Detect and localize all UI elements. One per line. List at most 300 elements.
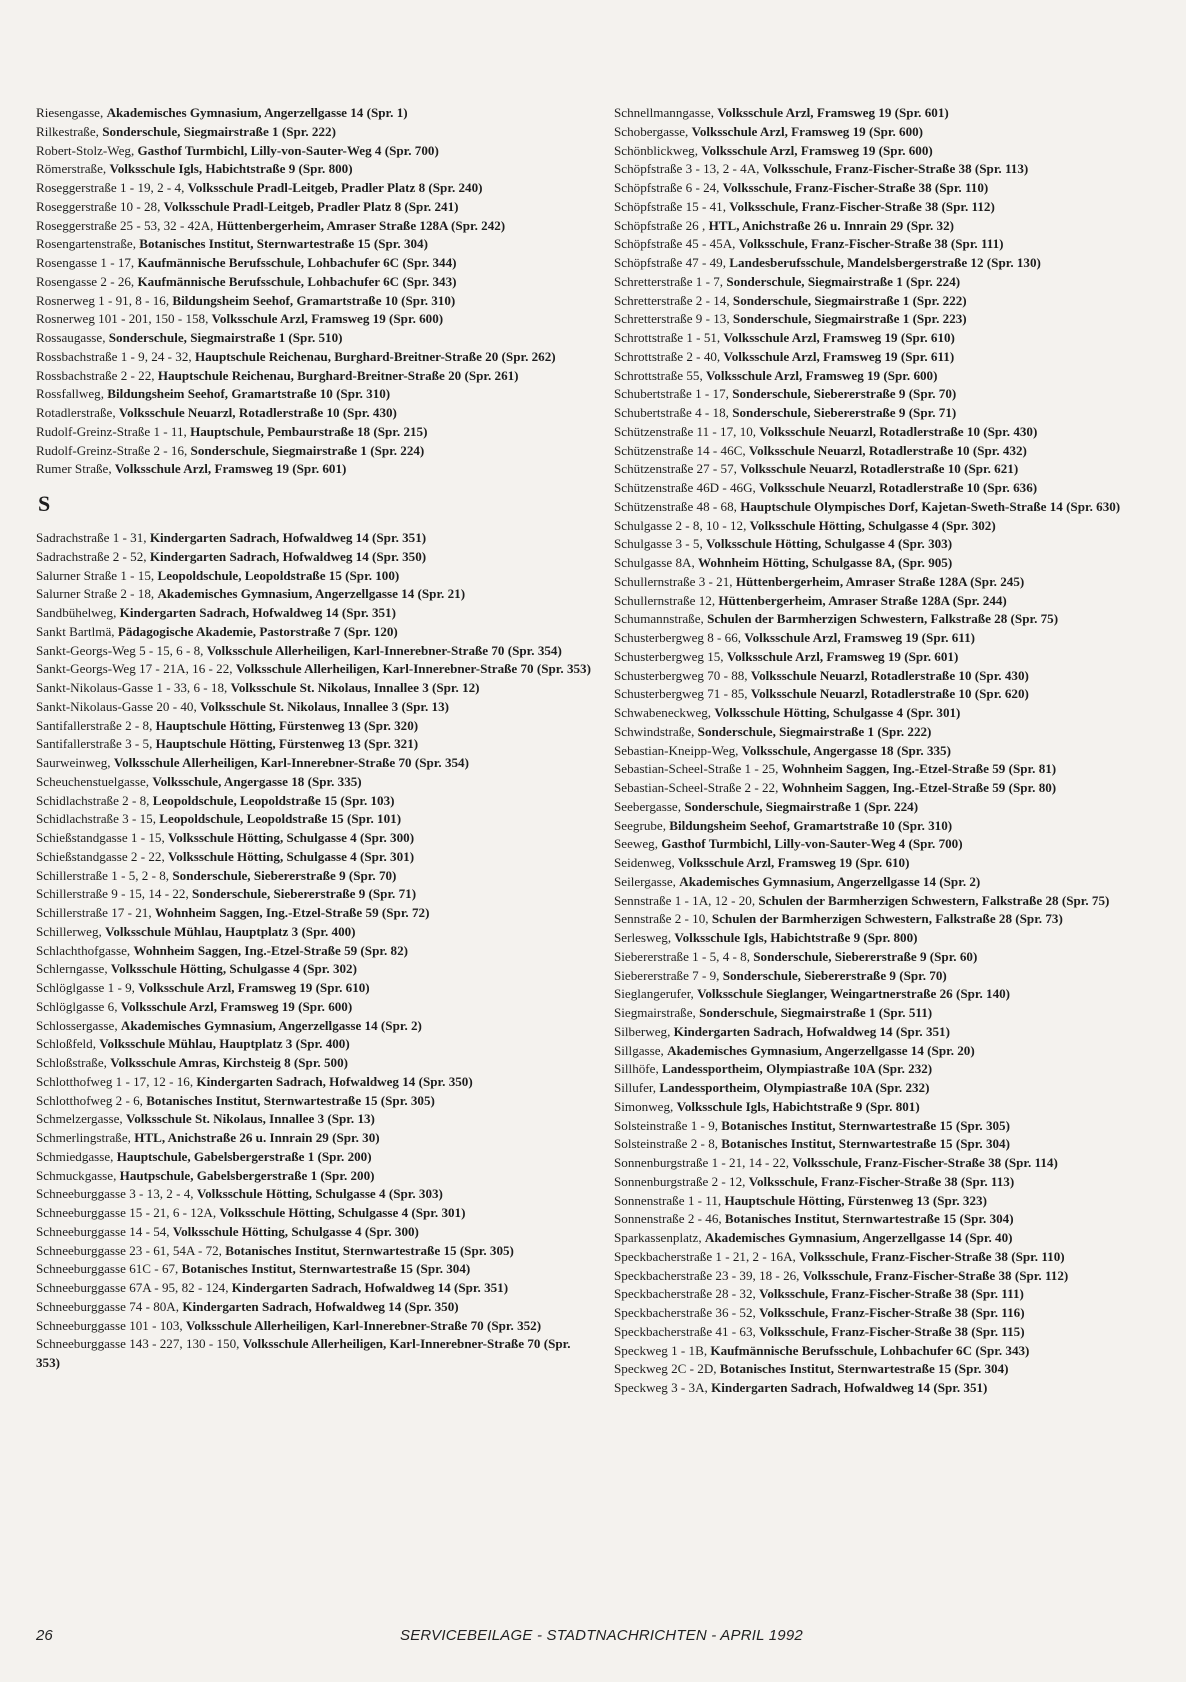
street-name: Rudolf-Greinz-Straße 1 - 11, <box>36 423 187 439</box>
street-name: Rossbachstraße 1 - 9, 24 - 32, <box>36 348 192 364</box>
street-name: Sadrachstraße 2 - 52, <box>36 548 147 564</box>
street-name: Schlossergasse, <box>36 1017 118 1033</box>
directory-entry <box>36 460 592 479</box>
street-name: Speckweg 1 - 1B, <box>614 1342 708 1358</box>
directory-entry <box>36 885 592 904</box>
school-assignment: Volksschule Igls, Habichtstraße 9 (Spr. 800) <box>109 161 353 177</box>
street-name: Scheuchenstuelgasse, <box>36 773 150 789</box>
school-assignment: Hüttenbergerheim, Amraser Straße 128A (Spr. 242) <box>216 217 506 233</box>
street-name: Rosnerweg 1 - 91, 8 - 16, <box>36 292 170 308</box>
street-name: Schießstandgasse 1 - 15, <box>36 830 165 845</box>
school-assignment: Sonderschule, Siebererstraße 9 (Spr. 71) <box>732 405 957 420</box>
directory-entry <box>614 423 1162 442</box>
school-assignment: Volksschule Neuarzl, Rotadlerstraße 10 (Spr. 430) <box>750 667 1029 683</box>
school-assignment: Volksschule Hötting, Schulgasse 4 (Spr. 301) <box>714 705 961 720</box>
school-assignment: Volksschule, Franz-Fischer-Straße 38 (Spr. 112) <box>729 198 995 214</box>
school-assignment: Volksschule, Angergasse 18 (Spr. 335) <box>152 773 362 789</box>
street-name: Simonweg, <box>614 1098 674 1114</box>
directory-entry <box>614 817 1162 836</box>
school-assignment: Kindergarten Sadrach, Hofwaldweg 14 (Spr. 351) <box>231 1280 509 1295</box>
school-assignment: Sonderschule, Siegmairstraße 1 (Spr. 224) <box>190 442 425 458</box>
directory-entry <box>36 1279 592 1298</box>
directory-entry <box>36 848 592 867</box>
directory-entry <box>36 442 592 461</box>
school-assignment: Volksschule Arzl, Framsweg 19 (Spr. 600) <box>691 123 924 139</box>
street-name: Rumer Straße, <box>36 461 112 477</box>
street-name: Schloßfeld, <box>36 1036 97 1052</box>
directory-entry <box>36 942 592 961</box>
directory-entry <box>36 679 592 698</box>
school-assignment: Gasthof Turmbichl, Lilly-von-Sauter-Weg 4 (Spr. 700) <box>661 836 963 852</box>
street-name: Sonnenburgstraße 2 - 12, <box>614 1173 746 1189</box>
street-name: Schneeburggasse 14 - 54, <box>36 1223 170 1239</box>
street-name: Schmiedgasse, <box>36 1148 114 1164</box>
directory-entry <box>36 567 592 586</box>
street-name: Sankt-Georgs-Weg 5 - 15, 6 - 8, <box>36 642 204 658</box>
school-assignment: Volksschule Arzl, Framsweg 19 (Spr. 601) <box>114 461 347 477</box>
directory-entry <box>36 1110 592 1129</box>
street-name: Solsteinstraße 2 - 8, <box>614 1136 719 1152</box>
right-column <box>614 104 1162 1398</box>
school-assignment: Sonderschule, Siegmairstraße 1 (Spr. 223) <box>732 311 967 327</box>
street-name: Schlöglgasse 1 - 9, <box>36 980 135 995</box>
school-assignment: Kindergarten Sadrach, Hofwaldweg 14 (Spr. 350) <box>182 1298 459 1314</box>
directory-entry <box>614 667 1162 686</box>
school-assignment: Wohnheim Saggen, Ing.-Etzel-Straße 59 (Spr. 72) <box>154 905 430 920</box>
school-assignment: Volksschule Hötting, Schulgasse 4 (Spr. 300) <box>168 830 415 845</box>
street-name: Schobergasse, <box>614 123 689 139</box>
school-assignment: HTL, Anichstraße 26 u. Innrain 29 (Spr. 32) <box>708 217 954 233</box>
school-assignment: Leopoldschule, Leopoldstraße 15 (Spr. 103) <box>152 792 395 808</box>
street-name: Siebererstraße 1 - 5, 4 - 8, <box>614 948 750 964</box>
school-assignment: Volksschule Arzl, Framsweg 19 (Spr. 611) <box>723 348 955 364</box>
street-name: Schrottstraße 55, <box>614 367 703 383</box>
school-assignment: Kaufmännische Berufsschule, Lohbachufer 6C (Spr. 344) <box>137 255 457 270</box>
school-assignment: Schulen der Barmherzigen Schwestern, Falkstraße 28 (Spr. 75) <box>758 892 1110 908</box>
street-name: Schumannstraße, <box>614 611 704 627</box>
school-assignment: Volksschule Hötting, Schulgasse 4 (Spr. 301) <box>219 1205 466 1220</box>
street-name: Schlöglgasse 6, <box>36 998 118 1014</box>
school-assignment: Volksschule Hötting, Schulgasse 4 (Spr. 302) <box>110 961 357 977</box>
street-name: Seidenweg, <box>614 855 675 870</box>
school-assignment: Wohnheim Saggen, Ing.-Etzel-Straße 59 (Spr. 80) <box>781 780 1057 795</box>
directory-entry <box>36 1167 592 1186</box>
school-assignment: Schulen der Barmherzigen Schwestern, Falkstraße 28 (Spr. 73) <box>711 911 1063 927</box>
directory-entry <box>614 123 1162 142</box>
school-assignment: Wohnheim Hötting, Schulgasse 8A, (Spr. 905) <box>698 555 953 570</box>
school-assignment: Botanisches Institut, Sternwartestraße 15 (Spr. 304) <box>719 1361 1009 1377</box>
school-assignment: Akademisches Gymnasium, Angerzellgasse 14 (Spr. 20) <box>667 1042 975 1058</box>
school-assignment: Volksschule Neuarzl, Rotadlerstraße 10 (Spr. 620) <box>750 686 1029 702</box>
school-assignment: Volksschule Allerheiligen, Karl-Innerebner-Straße 70 (Spr. 353) <box>235 661 591 677</box>
street-name: Schneeburggasse 74 - 80A, <box>36 1298 180 1314</box>
school-assignment: Kindergarten Sadrach, Hofwaldweg 14 (Spr. 351) <box>149 530 427 545</box>
directory-entry <box>614 1154 1162 1173</box>
street-name: Schützenstraße 48 - 68, <box>614 498 737 514</box>
directory-entry <box>614 1267 1162 1286</box>
directory-entry <box>614 104 1162 123</box>
directory-entry <box>36 123 592 142</box>
school-assignment: Kindergarten Sadrach, Hofwaldweg 14 (Spr. 351) <box>119 605 396 620</box>
directory-entry <box>614 1098 1162 1117</box>
directory-entry <box>614 1135 1162 1154</box>
directory-entry <box>36 1260 592 1279</box>
school-assignment: Sonderschule, Siebererstraße 9 (Spr. 60) <box>753 948 978 964</box>
directory-entry <box>614 1342 1162 1361</box>
directory-entry <box>614 873 1162 892</box>
street-name: Schmerlingstraße, <box>36 1130 131 1145</box>
street-name: Sadrachstraße 1 - 31, <box>36 530 147 545</box>
directory-entry <box>36 1017 592 1036</box>
school-assignment: Volksschule, Franz-Fischer-Straße 38 (Spr. 110) <box>722 180 989 195</box>
directory-entry <box>36 1204 592 1223</box>
street-name: Santifallerstraße 3 - 5, <box>36 736 153 752</box>
school-assignment: Volksschule Arzl, Framsweg 19 (Spr. 601) <box>726 648 959 664</box>
street-name: Speckbacherstraße 41 - 63, <box>614 1323 756 1339</box>
school-assignment: Volksschule Hötting, Schulgasse 4 (Spr. 302) <box>749 517 996 533</box>
directory-entry <box>36 923 592 942</box>
street-name: Schneeburggasse 23 - 61, 54A - 72, <box>36 1242 222 1258</box>
street-name: Speckbacherstraße 36 - 52, <box>614 1305 756 1320</box>
school-assignment: Kaufmännische Berufsschule, Lohbachufer 6C (Spr. 343) <box>137 273 457 289</box>
street-name: Sillhöfe, <box>614 1061 659 1077</box>
street-name: Schlachthofgasse, <box>36 942 131 958</box>
school-assignment: Volksschule, Franz-Fischer-Straße 38 (Spr. 113) <box>748 1173 1015 1189</box>
street-name: Sennstraße 2 - 10, <box>614 911 709 927</box>
directory-entry <box>614 235 1162 254</box>
street-name: Schlotthofweg 1 - 17, 12 - 16, <box>36 1073 194 1089</box>
street-name: Schöpfstraße 6 - 24, <box>614 180 720 195</box>
street-name: Schulgasse 3 - 5, <box>614 536 703 552</box>
street-name: Schneeburggasse 67A - 95, 82 - 124, <box>36 1280 229 1295</box>
directory-entry <box>614 179 1162 198</box>
street-name: Schützenstraße 27 - 57, <box>614 461 737 477</box>
directory-entry <box>36 385 592 404</box>
school-assignment: Pädagogische Akademie, Pastorstraße 7 (Spr. 120) <box>117 623 398 639</box>
school-assignment: Bildungsheim Seehof, Gramartstraße 10 (Spr. 310) <box>172 292 456 308</box>
school-assignment: Hauptschule Reichenau, Burghard-Breitner-Straße 20 (Spr. 261) <box>157 367 519 383</box>
directory-entry <box>36 810 592 829</box>
school-assignment: Sonderschule, Siegmairstraße 1 (Spr. 222) <box>102 123 336 139</box>
school-assignment: Volksschule Mühlau, Hauptplatz 3 (Spr. 400) <box>99 1036 350 1052</box>
school-assignment: Akademisches Gymnasium, Angerzellgasse 14 (Spr. 2) <box>679 873 981 889</box>
school-assignment: Botanisches Institut, Sternwartestraße 15 (Spr. 305) <box>146 1092 435 1108</box>
school-assignment: Kindergarten Sadrach, Hofwaldweg 14 (Spr. 351) <box>673 1023 950 1039</box>
street-name: Schrottstraße 2 - 40, <box>614 348 721 364</box>
directory-entry <box>614 160 1162 179</box>
directory-entry <box>36 585 592 604</box>
directory-entry <box>614 1117 1162 1136</box>
directory-entry <box>36 142 592 161</box>
school-assignment: Hauptschule Reichenau, Burghard-Breitner-Straße 20 (Spr. 262) <box>194 348 556 364</box>
directory-entry <box>36 329 592 348</box>
street-name: Schwabeneckweg, <box>614 705 712 720</box>
street-name: Schretterstraße 1 - 7, <box>614 273 724 289</box>
street-name: Schöpfstraße 3 - 13, 2 - 4A, <box>614 161 760 177</box>
directory-entry <box>614 1173 1162 1192</box>
school-assignment: Volksschule Arzl, Framsweg 19 (Spr. 601) <box>717 105 949 120</box>
street-name: Riesengasse, <box>36 105 104 120</box>
school-assignment: Schulen der Barmherzigen Schwestern, Falkstraße 28 (Spr. 75) <box>707 611 1059 627</box>
street-name: Schützenstraße 46D - 46G, <box>614 480 756 495</box>
school-assignment: Hauptschule Hötting, Fürstenweg 13 (Spr. 321) <box>155 736 419 752</box>
directory-entry <box>36 1073 592 1092</box>
directory-entry <box>614 517 1162 536</box>
street-name: Sieglangerufer, <box>614 986 694 1002</box>
directory-entry <box>36 292 592 311</box>
directory-entry <box>614 310 1162 329</box>
directory-entry <box>36 1054 592 1073</box>
school-assignment: Volksschule Hötting, Schulgasse 4 (Spr. 300) <box>172 1223 419 1239</box>
street-name: Robert-Stolz-Weg, <box>36 142 135 158</box>
school-assignment: Volksschule Igls, Habichtstraße 9 (Spr. 801) <box>676 1098 920 1114</box>
directory-entry <box>36 1148 592 1167</box>
school-assignment: Volksschule, Franz-Fischer-Straße 38 (Spr. 113) <box>762 161 1029 177</box>
street-name: Salurner Straße 2 - 18, <box>36 586 155 602</box>
school-assignment: Gasthof Turmbichl, Lilly-von-Sauter-Weg 4 (Spr. 700) <box>137 142 439 158</box>
school-assignment: Bildungsheim Seehof, Gramartstraße 10 (Spr. 310) <box>669 817 953 833</box>
street-name: Schneeburggasse 143 - 227, 130 - 150, <box>36 1336 240 1352</box>
directory-entry <box>36 1035 592 1054</box>
directory-entry <box>614 1060 1162 1079</box>
street-name: Schusterbergweg 70 - 88, <box>614 667 748 683</box>
school-assignment: Volksschule, Franz-Fischer-Straße 38 (Spr. 115) <box>759 1323 1025 1339</box>
school-assignment: Volksschule Arzl, Framsweg 19 (Spr. 610) <box>678 855 910 870</box>
school-assignment: Sonderschule, Siegmairstraße 1 (Spr. 510) <box>108 330 343 345</box>
street-name: Rilkestraße, <box>36 123 99 139</box>
street-name: Sonnenburgstraße 1 - 21, 14 - 22, <box>614 1155 790 1170</box>
directory-entry <box>614 779 1162 798</box>
street-name: Schießstandgasse 2 - 22, <box>36 848 165 864</box>
school-assignment: Volksschule Arzl, Framsweg 19 (Spr. 610) <box>723 330 955 345</box>
publication-line: SERVICEBEILAGE - STADTNACHRICHTEN - APRIL 1992 <box>400 1627 803 1644</box>
directory-entry <box>36 1092 592 1111</box>
school-assignment: Volksschule, Franz-Fischer-Straße 38 (Spr. 111) <box>738 236 1004 252</box>
street-name: Salurner Straße 1 - 15, <box>36 567 155 583</box>
directory-entry <box>36 660 592 679</box>
directory-entry <box>36 1223 592 1242</box>
street-name: Sankt-Nikolaus-Gasse 20 - 40, <box>36 698 197 714</box>
street-name: Rosengasse 2 - 26, <box>36 273 135 289</box>
page-number: 26 <box>36 1627 53 1644</box>
directory-entry <box>36 735 592 754</box>
school-assignment: Botanisches Institut, Sternwartestraße 15 (Spr. 304) <box>721 1136 1010 1152</box>
school-assignment: Sonderschule, Siebererstraße 9 (Spr. 70) <box>172 867 397 883</box>
directory-entry <box>614 348 1162 367</box>
directory-entry <box>36 1242 592 1261</box>
street-name: Schretterstraße 2 - 14, <box>614 292 730 308</box>
street-name: Schützenstraße 11 - 17, 10, <box>614 423 757 439</box>
street-name: Speckbacherstraße 23 - 39, 18 - 26, <box>614 1267 800 1283</box>
school-assignment: Volksschule Hötting, Schulgasse 4 (Spr. 303) <box>706 536 953 552</box>
school-assignment: Kindergarten Sadrach, Hofwaldweg 14 (Spr. 351) <box>711 1380 988 1395</box>
directory-entry <box>614 854 1162 873</box>
school-assignment: Hauptschule, Pembaurstraße 18 (Spr. 215) <box>190 423 428 439</box>
street-name: Sonnenstraße 1 - 11, <box>614 1192 722 1208</box>
directory-entry <box>36 1335 592 1373</box>
directory-entry <box>614 1379 1162 1398</box>
directory-entry <box>36 179 592 198</box>
school-assignment: Landessportheim, Olympiastraße 10A (Spr. 232) <box>659 1080 930 1095</box>
directory-entry <box>614 217 1162 236</box>
directory-entry <box>36 1298 592 1317</box>
school-assignment: Volksschule St. Nikolaus, Innallee 3 (Spr. 12) <box>230 680 480 695</box>
school-assignment: Hauptschule Olympisches Dorf, Kajetan-Sweth-Straße 14 (Spr. 630) <box>740 498 1121 514</box>
directory-entry <box>36 198 592 217</box>
school-assignment: Volksschule Neuarzl, Rotadlerstraße 10 (Spr. 636) <box>759 480 1038 495</box>
directory-entry <box>614 498 1162 517</box>
street-name: Schretterstraße 9 - 13, <box>614 311 730 327</box>
street-name: Sennstraße 1 - 1A, 12 - 20, <box>614 892 756 908</box>
street-name: Schillerstraße 9 - 15, 14 - 22, <box>36 886 189 902</box>
school-assignment: Bildungsheim Seehof, Gramartstraße 10 (Spr. 310) <box>107 386 391 402</box>
street-name: Rosengartenstraße, <box>36 236 136 252</box>
street-name: Schneeburggasse 15 - 21, 6 - 12A, <box>36 1205 217 1220</box>
school-assignment: Hautpschule, Gabelsbergerstraße 1 (Spr. 200) <box>119 1167 375 1183</box>
directory-entry <box>614 1304 1162 1323</box>
street-name: Schidlachstraße 2 - 8, <box>36 792 150 808</box>
school-assignment: Sonderschule, Siegmairstraße 1 (Spr. 224) <box>684 798 919 814</box>
school-assignment: Akademisches Gymnasium, Angerzellgasse 14 (Spr. 1) <box>106 105 408 120</box>
school-assignment: Volksschule Neuarzl, Rotadlerstraße 10 (Spr. 621) <box>740 461 1019 477</box>
school-assignment: Volksschule Arzl, Framsweg 19 (Spr. 600) <box>211 311 444 327</box>
school-assignment: Volksschule, Franz-Fischer-Straße 38 (Spr. 110) <box>799 1248 1065 1264</box>
directory-entry <box>614 948 1162 967</box>
directory-entry <box>36 273 592 292</box>
directory-entry <box>614 1248 1162 1267</box>
street-name: Schöpfstraße 15 - 41, <box>614 198 727 214</box>
directory-entry <box>614 892 1162 911</box>
directory-entry <box>614 1042 1162 1061</box>
street-name: Schloßstraße, <box>36 1055 107 1070</box>
directory-entry <box>614 742 1162 761</box>
directory-entry <box>36 792 592 811</box>
street-name: Schlerngasse, <box>36 961 108 977</box>
school-assignment: Hauptschule Hötting, Fürstenweg 13 (Spr. 320) <box>155 717 419 733</box>
school-assignment: Volksschule Igls, Habichtstraße 9 (Spr. 800) <box>674 930 918 945</box>
street-name: Schillerstraße 1 - 5, 2 - 8, <box>36 867 170 883</box>
street-name: Schnellmanngasse, <box>614 105 714 120</box>
directory-entry <box>36 998 592 1017</box>
directory-entry <box>36 217 592 236</box>
street-name: Roseggerstraße 10 - 28, <box>36 198 161 214</box>
directory-entry <box>614 1192 1162 1211</box>
street-name: Speckbacherstraße 1 - 21, 2 - 16A, <box>614 1248 796 1264</box>
street-name: Schubertstraße 4 - 18, <box>614 405 729 420</box>
school-assignment: Botanisches Institut, Sternwartestraße 15 (Spr. 304) <box>181 1261 471 1277</box>
school-assignment: Volksschule Allerheiligen, Karl-Innerebner-Straße 70 (Spr. 354) <box>113 755 469 770</box>
street-name: Rosnerweg 101 - 201, 150 - 158, <box>36 311 209 327</box>
school-assignment: Volksschule St. Nikolaus, Innallee 3 (Spr. 13) <box>200 698 449 714</box>
street-name: Schulgasse 8A, <box>614 555 695 570</box>
street-name: Sankt-Nikolaus-Gasse 1 - 33, 6 - 18, <box>36 680 228 695</box>
school-assignment: Hauptschule, Gabelsbergerstraße 1 (Spr. 200) <box>116 1148 372 1164</box>
directory-entry <box>614 685 1162 704</box>
school-assignment: Volksschule, Franz-Fischer-Straße 38 (Spr. 112) <box>802 1267 1069 1283</box>
street-name: Santifallerstraße 2 - 8, <box>36 717 153 733</box>
directory-entry <box>36 773 592 792</box>
street-name: Schrottstraße 1 - 51, <box>614 330 721 345</box>
directory-entry <box>614 273 1162 292</box>
directory-entry <box>36 104 592 123</box>
school-assignment: Akademisches Gymnasium, Angerzellgasse 14 (Spr. 21) <box>157 586 466 602</box>
directory-entry <box>614 1229 1162 1248</box>
directory-entry <box>614 704 1162 723</box>
school-assignment: Volksschule, Angergasse 18 (Spr. 335) <box>741 742 951 758</box>
directory-entry <box>614 648 1162 667</box>
street-name: Saurweinweg, <box>36 755 111 770</box>
directory-entry <box>614 985 1162 1004</box>
directory-entry <box>614 573 1162 592</box>
school-assignment: Volksschule Arzl, Framsweg 19 (Spr. 610) <box>138 980 370 995</box>
directory-entry <box>614 1079 1162 1098</box>
directory-entry <box>36 960 592 979</box>
directory-entry <box>614 723 1162 742</box>
directory-entry <box>614 1004 1162 1023</box>
directory-entry <box>36 754 592 773</box>
school-assignment: Volksschule Neuarzl, Rotadlerstraße 10 (Spr. 430) <box>759 423 1038 439</box>
directory-entry <box>614 967 1162 986</box>
directory-entry <box>614 929 1162 948</box>
directory-entry <box>36 717 592 736</box>
directory-entry <box>36 235 592 254</box>
school-assignment: Akademisches Gymnasium, Angerzellgasse 14 (Spr. 2) <box>120 1017 422 1033</box>
street-name: Schullernstraße 3 - 21, <box>614 573 733 589</box>
school-assignment: Volksschule Amras, Kirchsteig 8 (Spr. 500) <box>110 1055 348 1070</box>
school-assignment: Volksschule, Franz-Fischer-Straße 38 (Spr. 111) <box>759 1286 1024 1302</box>
directory-entry <box>36 1317 592 1336</box>
school-assignment: Botanisches Institut, Sternwartestraße 15 (Spr. 305) <box>225 1242 514 1258</box>
school-assignment: Volksschule Sieglanger, Weingartnerstraße 26 (Spr. 140) <box>697 986 1011 1002</box>
school-assignment: Volksschule Arzl, Framsweg 19 (Spr. 611) <box>744 630 976 645</box>
left-column <box>36 104 592 1373</box>
street-name: Rosengasse 1 - 17, <box>36 255 135 270</box>
directory-entry <box>36 529 592 548</box>
directory-entry <box>614 910 1162 929</box>
school-assignment: Kindergarten Sadrach, Hofwaldweg 14 (Spr. 350) <box>196 1073 473 1089</box>
street-name: Schöpfstraße 47 - 49, <box>614 255 727 270</box>
directory-entry <box>614 1360 1162 1379</box>
directory-entry <box>614 142 1162 161</box>
school-assignment: Volksschule Allerheiligen, Karl-Innerebner-Straße 70 (Spr. 353) <box>36 1336 571 1370</box>
street-name: Rudolf-Greinz-Straße 2 - 16, <box>36 442 188 458</box>
school-assignment: HTL, Anichstraße 26 u. Innrain 29 (Spr. 30) <box>134 1130 380 1145</box>
street-name: Speckbacherstraße 28 - 32, <box>614 1286 756 1302</box>
street-name: Sandbühelweg, <box>36 605 117 620</box>
school-assignment: Volksschule Pradl-Leitgeb, Pradler Platz 8 (Spr. 240) <box>187 180 483 195</box>
page-footer <box>0 1627 1186 1651</box>
school-assignment: Volksschule, Franz-Fischer-Straße 38 (Spr. 116) <box>759 1305 1025 1320</box>
school-assignment: Volksschule Neuarzl, Rotadlerstraße 10 (Spr. 432) <box>748 442 1027 458</box>
directory-entry <box>614 442 1162 461</box>
street-name: Rossbachstraße 2 - 22, <box>36 367 155 383</box>
directory-entry <box>614 535 1162 554</box>
school-assignment: Volksschule Hötting, Schulgasse 4 (Spr. 303) <box>196 1186 443 1202</box>
street-name: Sebastian-Kneipp-Weg, <box>614 742 739 758</box>
school-assignment: Volksschule St. Nikolaus, Innallee 3 (Spr. 13) <box>125 1111 375 1127</box>
street-name: Römerstraße, <box>36 161 107 177</box>
street-name: Schwindstraße, <box>614 723 695 739</box>
school-assignment: Leopoldschule, Leopoldstraße 15 (Spr. 100) <box>157 567 400 583</box>
school-assignment: Hüttenbergerheim, Amraser Straße 128A (Spr. 245) <box>735 573 1025 589</box>
street-name: Schöpfstraße 26 , <box>614 217 706 233</box>
school-assignment: Akademisches Gymnasium, Angerzellgasse 14 (Spr. 40) <box>704 1230 1013 1245</box>
street-name: Schillerweg, <box>36 923 102 939</box>
school-assignment: Sonderschule, Siebererstraße 9 (Spr. 70) <box>722 967 947 983</box>
school-assignment: Volksschule Hötting, Schulgasse 4 (Spr. 301) <box>168 848 415 864</box>
directory-entry <box>36 1185 592 1204</box>
directory-entry <box>614 1323 1162 1342</box>
